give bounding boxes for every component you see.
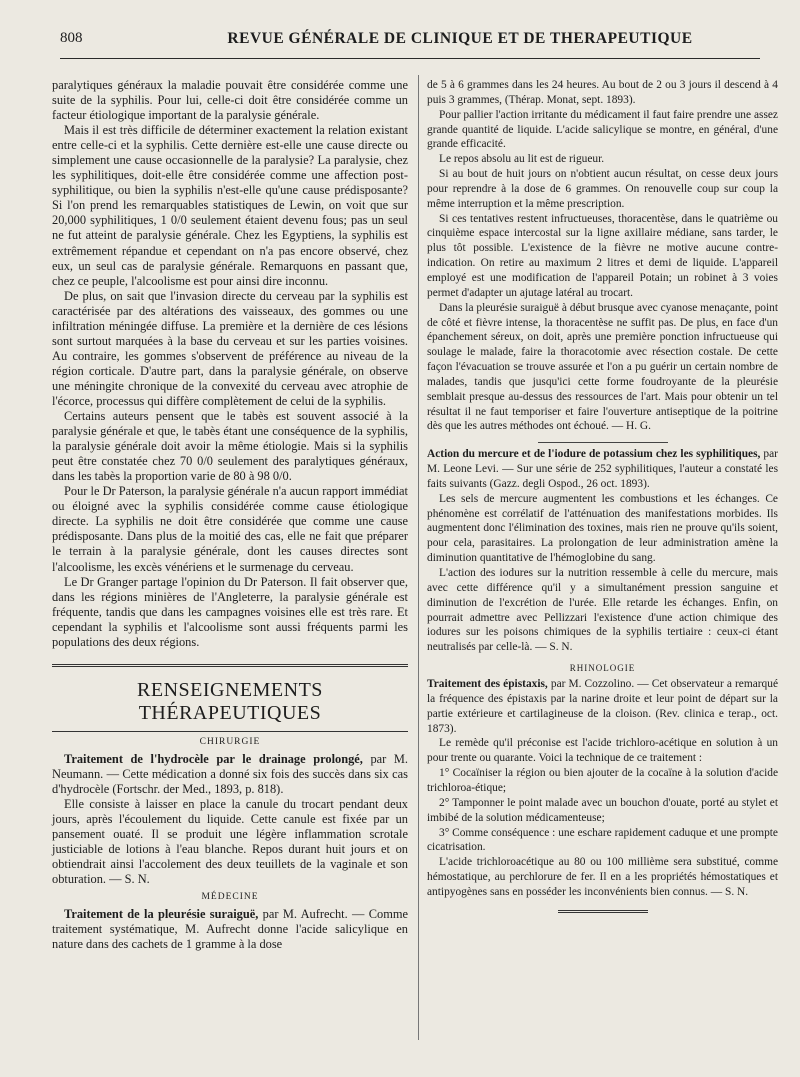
- article: [52, 907, 408, 952]
- paragraph: L'acide trichloroacétique au 80 ou 100 millième sera substitué, comme hémostatique, au perchlorure de fer. Il en a les propriétés hémostatiques et antipyogènes sans en posséder les inconvénients bien connus. — S. N.: [427, 856, 778, 898]
- article-body: par M. Aufrecht. — Comme traitement systématique, M. Aufrecht donne l'acide salicylique en nature dans des cachets de 1 gramme à la dose: [52, 907, 408, 952]
- paragraph: L'action des iodures sur la nutrition ressemble à celle du mercure, mais avec cette différence qu'il y a simultanément pression sanguine et diminution de l'excrétion de l'urée. Elle retarde les échanges. Enfin, on pourrait admettre avec Pellizzari l'existence d'une action chimique des iodures sur les poisons chimiques de la syphilis tertiaire : ceux-ci étant neutralisés par celle-là. — S. N.: [427, 567, 778, 654]
- article-body: par M. Leone Levi. — Sur une série de 252 syphilitiques, l'auteur a constaté les faits suivants (Gazz. degli Ospod., 26 oct. 1893).: [427, 448, 778, 490]
- paragraph: De plus, on sait que l'invasion directe du cerveau par la syphilis est caractérisée par des altérations des vaisseaux, des gommes ou une infiltration méningée diffuse. La première et la dernière de ces lésions sont surtout marquées à la base du cerveau et sur les parties voisines. Au contraire, les gommes s'observent de préférence au niveau de la région corticale. D'autre part, dans la paralysie générale, on observe une méningite chronique de la convexité du cerveau avec atrophie de l'écorce, processus qui diffère complètement de celui de la syphilis.: [52, 288, 408, 408]
- article-body: par M. Neumann. — Cette médication a donné six fois des succès dans six cas d'hydrocèle (Fortschr. der Med., 1893, p. 818).: [52, 751, 408, 796]
- paragraph: de 5 à 6 grammes dans les 24 heures. Au bout de 2 ou 3 jours il descend à 4 puis 3 grammes, (Thérap. Monat, sept. 1893).: [427, 79, 778, 106]
- left-column: [52, 78, 408, 952]
- paragraph: Le Dr Granger partage l'opinion du Dr Paterson. Il fait observer que, dans les régions minières de l'Angleterre, la paralysie générale est fréquente, tandis que dans les campagnes voisines elle est très rare. Et cependant la syphilis et l'alcoolisme sont aussi fréquents parmi les populations des deux régions.: [52, 574, 408, 649]
- journal-title: REVUE GÉNÉRALE DE CLINIQUE ET DE THERAPEUTIQUE: [227, 30, 693, 47]
- right-column: [427, 78, 778, 921]
- paragraph: Elle consiste à laisser en place la canule du trocart pendant deux jours, après l'écoulement du liquide. Cette canule est fixée par un pansement ouaté. Il se produit une légère inflammation scrotale justiciable de lotions à l'eau blanche. Repos durant huit jours et on obtiendrait ainsi l'accolement des deux teuillets de la vaginale et son obturation. — S. N.: [52, 796, 408, 887]
- paragraph: Dans la pleurésie suraiguë à début brusque avec cyanose menaçante, point de côté et fièvre intense, la thoracentèse ne suffit pas. De plus, en face d'un épanchement séreux, on doit, après une première ponction infructueuse qui soulage le malade, faire la thoracotomie avec résection costale. De cette façon l'évacuation se trouve assurée et l'on a pu guérir un certain nombre de malades, tandis que jusqu'ici cette forme foudroyante de la pleurésie semblait presque au-dessus des ressources de l'art. Mais pour obtenir un tel résultat il ne faut temporiser et faire l'ouverture antiseptique de la poitrine dès que les autres méthodes ont échoué. — H. G.: [427, 301, 778, 433]
- article-title: Action du mercure et de l'iodure de potassium chez les syphilitiques,: [427, 448, 761, 461]
- paragraph: Si ces tentatives restent infructueuses, thoracentèse, dans le quatrième ou cinquième espace intercostal sur la ligne axillaire médiane, sans tarder, le plus tôt possible. L'existence de la fièvre ne motive aucune contre-indication. On retire au maximum 2 litres et demi de liquide. L'appareil employé est une modification de l'appareil Potain; un robinet à 3 voies permet d'adapter un ajutage latéral au trocart.: [427, 212, 778, 299]
- divider: [538, 442, 668, 443]
- article: [52, 752, 408, 797]
- paragraph: Le remède qu'il préconise est l'acide trichloro-acétique en solution à un pour trente ou quarante. Voici la technique de ce traitement :: [427, 737, 778, 765]
- article: [427, 447, 778, 492]
- article-title: Traitement de l'hydrocèle par le drainage prolongé,: [64, 751, 363, 766]
- paragraph: Les sels de mercure augmentent les combustions et les échanges. Ce phénomène est corrélatif de l'atténuation des manifestations morbides. Ils augmentent donc l'élimination des toxines, mais rien ne prouve qu'ils soient, pour cela, parasitaires. La prolongation de leur administration amène la diminution quantitative de l'hémoglobine du sang.: [427, 492, 778, 565]
- page-header: [60, 28, 760, 59]
- paragraph: 2° Tamponner le point malade avec un bouchon d'ouate, porté au stylet et imbibé de la solution médicamenteuse;: [427, 796, 778, 824]
- paragraph: 1° Cocaïniser la région ou bien ajouter de la cocaïne à la solution d'acide trichloroa-étique;: [427, 767, 778, 794]
- article-title: Traitement des épistaxis,: [427, 678, 548, 691]
- paragraph: Si au bout de huit jours on n'obtient aucun résultat, on cesse deux jours pour reprendre à la dose de 6 grammes. On renouvelle coup sur coup la même interruption et la même prescription.: [427, 168, 778, 210]
- category-label: RHINOLOGIE: [569, 663, 636, 674]
- paragraph: Mais il est très difficile de déterminer exactement la relation existant entre celle-ci et la syphilis. Cette dernière est-elle une cause directe ou simplement une cause occasionnelle de la paralysie? La paralysie, chez les syphilitiques, doit-elle être considérée comme une affection post-syphilitique, ou bien la syphilis n'est-elle qu'une cause prédisposante? Si l'on prend les remarquables statistiques de Lewin, on voit que sur 20,000 syphilitiques, 1 0/0 seulement étaient devenu fous; pas un seul ne fut atteint de paralysie générale. Chez les Egyptiens, la syphilis est extrêmement répandue et cependant on n'a pas encore observé, chez eux, un seul cas de paralysie générale. Remarquons en passant que, chez ce peuple, l'alcoolisme est pour ainsi dire inconnu.: [52, 123, 408, 288]
- category-label: MÉDECINE: [201, 892, 259, 903]
- article: [427, 677, 778, 736]
- article-title: Traitement de la pleurésie suraiguë,: [64, 907, 259, 922]
- paragraph: paralytiques généraux la maladie pouvait être considérée comme une suite de la syphilis. Pour lui, celle-ci doit être considérée comme un facteur étiologique important de la paralysie générale.: [52, 78, 408, 123]
- section-heading: RENSEIGNEMENTS THÉRAPEUTIQUES: [52, 664, 408, 732]
- end-ornament: [558, 910, 648, 915]
- paragraph: Certains auteurs pensent que le tabès est souvent associé à la paralysie générale et que, le tabès étant une conséquence de la syphilis, la paralysie générale doit avoir la même étiologie. Mais si la syphilis peut être constatée chez 70 0/0 seulement des paralytiques généraux, dans les tabès la proportion varie de 80 à 98 0/0.: [52, 409, 408, 484]
- paragraph: 3° Comme conséquence : une eschare rapidement caduque et une prompte cicatrisation.: [427, 826, 778, 854]
- page-number: 808: [60, 30, 83, 46]
- paragraph: Le repos absolu au lit est de rigueur.: [439, 153, 605, 166]
- paragraph: Pour le Dr Paterson, la paralysie générale n'a aucun rapport immédiat ou éloigné avec la syphilis considérée comme cause étiologique directe. La syphilis ne doit être considérée que comme une cause prédisposante. Dans plus de la moitié des cas, elle ne fait que préparer le terrain à la paralysie générale, dont les causes directes sont l'alcoolisme, les excès vénériens et le surmenage du cerveau.: [52, 484, 408, 574]
- category-label: CHIRURGIE: [199, 736, 261, 747]
- paragraph: Pour pallier l'action irritante du médicament il faut faire prendre une assez grande quantité de liquide. L'acide salicylique se montre, en général, d'une grande efficacité.: [427, 108, 778, 151]
- article-body: par M. Cozzolino. — Cet observateur a remarqué la fréquence des épistaxis par la narine droite et leur point de départ sur la partie extérieure et cartilagineuse de la cloison. (Rev. clinica e terap., oct. 1873).: [427, 678, 779, 735]
- column-divider: [418, 75, 419, 1040]
